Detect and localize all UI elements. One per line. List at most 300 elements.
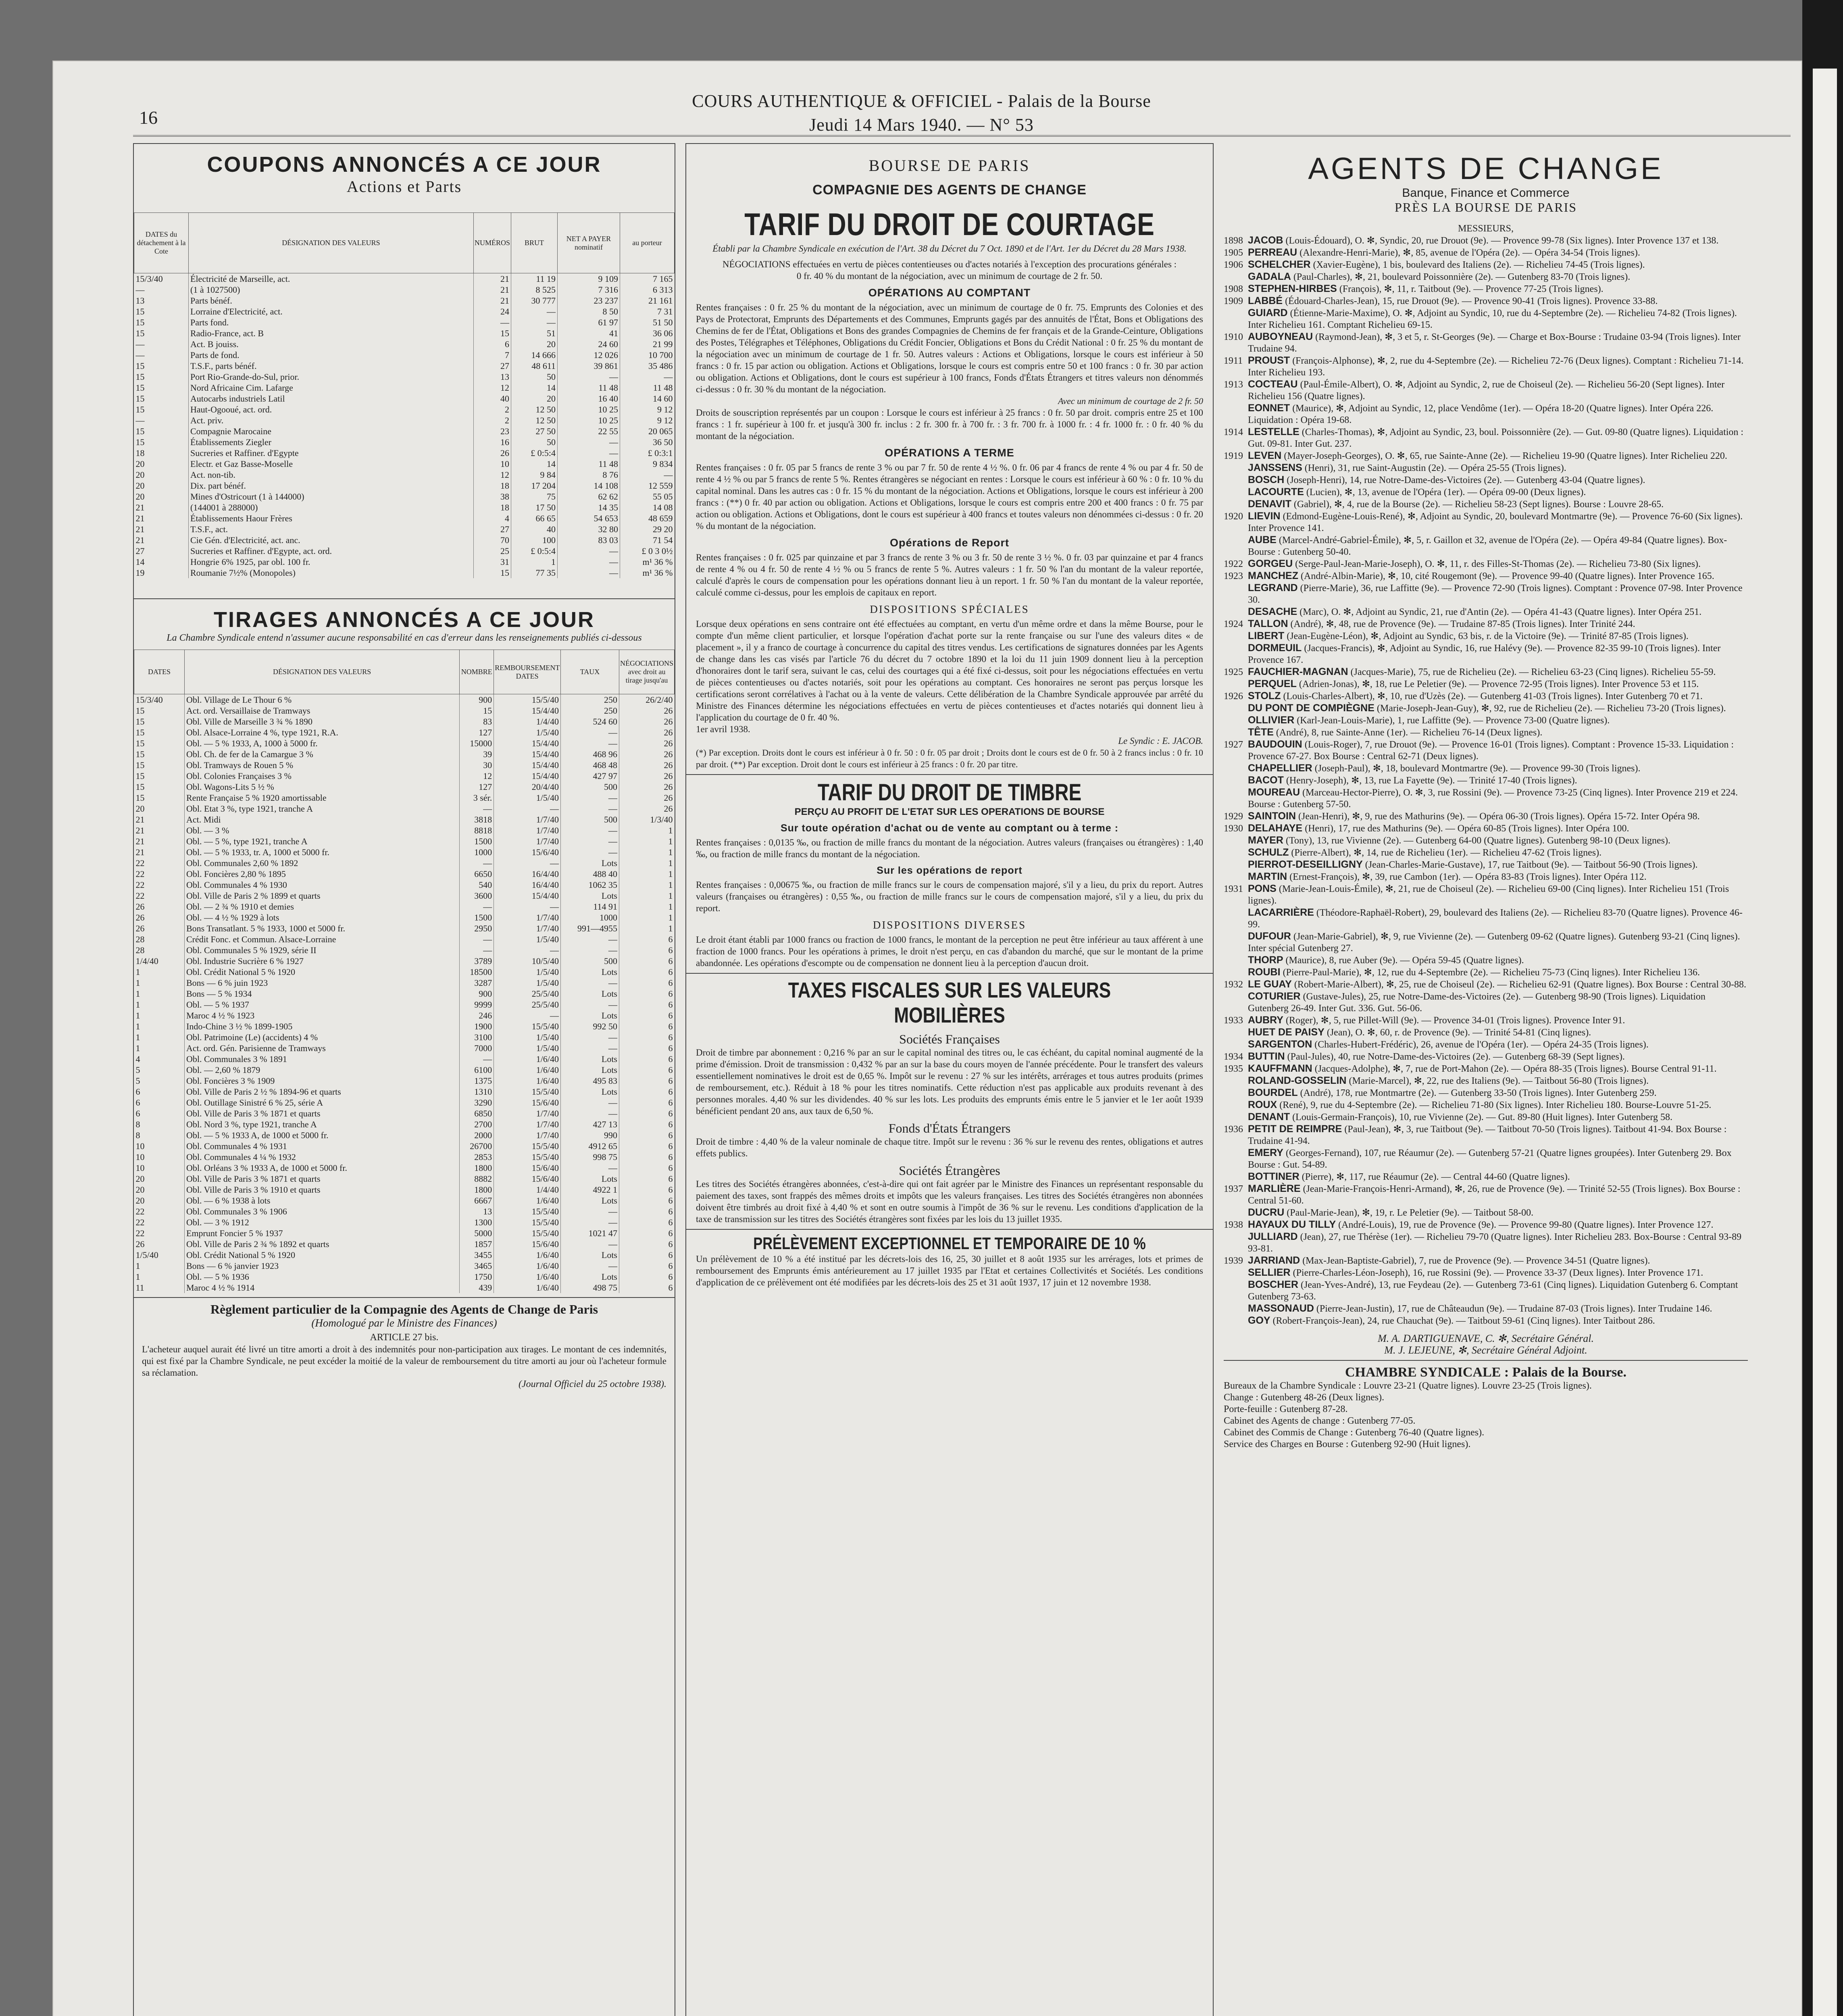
coupon-row-cell: 9 12: [620, 404, 675, 415]
column-tarifs: [685, 143, 1214, 2016]
agent-details: (Pierre-Paul-Marie), ✻, 12, rue du 4-Septembre (2e). — Richelieu 75-73 (Cinq lignes). Inter Richelieu 136.: [1283, 967, 1700, 978]
tirage-row-cell: 1310: [460, 1086, 494, 1097]
coupon-row-cell: —: [135, 415, 145, 425]
coupon-row-cell: 50: [511, 437, 558, 448]
tirage-row-cell: Obl. Outillage Sinistré 6 % 25, série A: [185, 1097, 460, 1108]
disp-title: DISPOSITIONS SPÉCIALES: [870, 603, 1029, 615]
tirage-row-cell: —: [561, 1043, 619, 1054]
coupon-row-cell: Parts de fond.: [189, 350, 474, 360]
coupon-row-cell: 20: [135, 481, 145, 491]
agent-name: BOTTINER: [1248, 1171, 1299, 1182]
tirage-row-cell: 1: [619, 890, 675, 901]
agent-details: (Jacques-Adolphe), ✻, 7, rue de Port-Mahon (2e). — Opéra 88-35 (Trois lignes). Bourse Central 91-11.: [1314, 1064, 1717, 1074]
agent-details: (Marie-Joseph-Jean-Guy), ✻, 92, rue de Richelieu (2e). — Richelieu 73-20 (Trois lignes).: [1377, 703, 1726, 714]
tirage-row: [134, 999, 675, 1010]
coupon-row-cell: 1: [511, 556, 558, 567]
tirage-row-cell: Obl. Wagons-Lits 5 ½ %: [185, 781, 460, 792]
coupon-row-cell: £ 0 3 0½: [620, 546, 675, 556]
tirage-row-cell: Lots: [561, 1250, 619, 1260]
tirage-row-cell: 15: [135, 771, 145, 781]
agent-name: LIEVIN: [1248, 510, 1281, 522]
coupon-row: [134, 458, 675, 469]
report-text: Rentes françaises : 0 fr. 025 par quinzaine et par 3 francs de rente 3 % ou 3 fr. 50 de rente 3 ½ %. 0 fr. 03 par quinzaine et par 4 francs de rente 4 % ou 4 fr. 50 de rente 4 ½ % ou 5 francs de rente 5 %. Autres valeurs : 1 fr. 50 % l'an du montant de la valeur reportée, calculé d'après le cours de compensation pour les opérations donnant lieu à un report. 1 fr. 50 % l'an du montant de la valeur reportée, calculé comme ci-dessus, pour les emplois de capitaux en report.: [696, 552, 1203, 598]
coupon-row-cell: —: [558, 371, 620, 382]
timbre-text1: Rentes françaises : 0,0135 ‰, ou fraction de mille francs du montant de la négociation. Autres valeurs (françaises ou étrangères) : 1,40 ‰, ou fraction de mille francs du montant de la négociation.: [696, 837, 1203, 859]
tirages-col-designation: DÉSIGNATION DES VALEURS: [185, 650, 460, 694]
agent-entry: [1224, 474, 1748, 486]
agent-year: 1930: [1224, 823, 1243, 834]
agent-name: DENANT: [1248, 1111, 1290, 1123]
tirage-row-cell: 495 83: [561, 1075, 619, 1086]
agent-name: MARTIN: [1248, 871, 1287, 882]
tirage-row-cell: 26: [619, 738, 675, 749]
tirage-row-cell: Lots: [561, 1064, 619, 1075]
tirage-row-cell: 21: [135, 847, 145, 857]
tirage-row-cell: Act. ord. Versaillaise de Tramways: [185, 705, 460, 716]
coupon-row-cell: 31: [473, 556, 511, 567]
agent-details: (Ernest-François), ✻, 39, rue Cambon (1er). — Opéra 83-83 (Trois lignes). Inter Opéra 112.: [1289, 872, 1647, 882]
tirage-row-cell: 26: [619, 727, 675, 738]
tirage-row-cell: 1/7/40: [494, 1130, 561, 1141]
coupon-row-cell: 71 54: [620, 535, 675, 546]
compagnie-label: COMPAGNIE DES AGENTS DE CHANGE: [812, 182, 1087, 198]
coupon-row: [134, 546, 675, 556]
coupon-row-cell: 66 65: [511, 513, 558, 524]
coupon-row-cell: —: [558, 448, 620, 458]
tirage-row-cell: 1: [135, 1010, 140, 1020]
tirage-row-cell: 6: [619, 1119, 675, 1130]
tirages-col-negociations: NÉGOCIATIONS avec droit au tirage jusqu'au: [619, 650, 675, 694]
tirage-row-cell: 127: [460, 727, 494, 738]
coupon-row-cell: 100: [511, 535, 558, 546]
coupon-row-cell: T.S.F., act.: [189, 524, 474, 535]
agent-name: ROLAND-GOSSELIN: [1248, 1075, 1347, 1086]
agent-name: STEPHEN-HIRBES: [1248, 283, 1337, 294]
tirage-row-cell: 1: [135, 967, 140, 977]
tirage-row-cell: 6667: [460, 1195, 494, 1206]
tirage-row-cell: 15/3/40: [135, 695, 163, 705]
tirage-row-cell: 6: [619, 1108, 675, 1119]
agent-entry: [1224, 618, 1748, 630]
tirage-row-cell: Obl. — 3 %: [185, 825, 460, 836]
coupon-row-cell: 20 065: [620, 426, 675, 437]
tarif-negociations: NÉGOCIATIONS effectuées en vertu de pièces contentieuses ou d'actes notariés à l'exception des procurations générales :: [722, 259, 1177, 269]
coupon-row-cell: m¹ 36 %: [620, 567, 675, 578]
tirage-row-cell: 15000: [460, 738, 494, 749]
agent-entry: [1224, 883, 1748, 907]
tirage-row-cell: 900: [460, 694, 494, 706]
agent-name: DENAVIT: [1248, 498, 1291, 510]
coupon-row-cell: 11 48: [558, 458, 620, 469]
taxes-etr-text: Les titres des Sociétés étrangères abonnées, c'est-à-dire qui ont fait agréer par le Ministre des Finances un représentant responsable du paiement des taxes, sont frappés des mêmes droits et impôts que les valeurs françaises. Les titres des Sociétés étrangères non abonnées doivent être timbrés au droit fixé à 4,40 % et sont en outre soumis à l'impôt de 36 % sur le revenu. Les conditions d'application de la taxe de transmission sur les titres des Sociétés étrangères sont fixées par les lois du 13 juillet 1935.: [696, 1179, 1203, 1224]
agent-entry: [1224, 606, 1748, 618]
coupon-row-cell: 15: [473, 328, 511, 339]
agents-subtitle2: PRÈS LA BOURSE DE PARIS: [1394, 200, 1577, 215]
agent-details: (Étienne-Marie-Maxime), O. ✻, Adjoint au Syndic, 10, rue du 4-Septembre (2e). — Richelieu 74-82 (Trois lignes). Inter Richelieu 161. Comptant Richelieu 69-15.: [1248, 308, 1737, 330]
tirage-row-cell: 6: [619, 1282, 675, 1293]
tirage-row-cell: —: [561, 847, 619, 858]
coupon-row-cell: 77 35: [511, 567, 558, 578]
tirage-row: [134, 1119, 675, 1130]
coupon-row-cell: (1 à 1027500): [189, 284, 474, 295]
agent-entry: [1224, 1075, 1748, 1087]
tirage-row-cell: —: [494, 945, 561, 956]
tirage-row-cell: 6: [619, 934, 675, 945]
tirage-row-cell: 8: [135, 1130, 140, 1140]
coupon-row-cell: 10 25: [558, 404, 620, 415]
agent-year: 1935: [1224, 1064, 1243, 1074]
tirage-row-cell: 1/5/40: [494, 1043, 561, 1054]
coupon-row: [134, 437, 675, 448]
tirage-row: [134, 847, 675, 858]
tirage-row: [134, 825, 675, 836]
taxes-separator: [686, 1229, 1213, 1230]
tirages-title: TIRAGES ANNONCÉS A CE JOUR: [213, 608, 595, 632]
coupon-row-cell: (144001 à 288000): [189, 502, 474, 513]
agent-name: TALLON: [1248, 618, 1288, 629]
agent-entry: [1224, 235, 1748, 247]
agent-entry: [1224, 486, 1748, 498]
tarif-notes: (*) Par exception. Droits dont le cours est inférieur à 0 fr. 50 : 0 fr. 05 par droit ; Droits dont le cours est de 0 fr. 50 à 2 francs inclus : 0 fr. 10 par droit. (**) Par exception. Droit dont le cours est inférieur à 25 francs : 0 fr. 20 par titre.: [696, 748, 1203, 769]
tirage-row: [134, 956, 675, 966]
agent-entry: [1224, 1099, 1748, 1111]
tirage-row-cell: 3100: [460, 1032, 494, 1043]
tirage-row-cell: 1/7/40: [494, 825, 561, 836]
tirage-row-cell: 15/6/40: [494, 1239, 561, 1250]
tirage-row-cell: 1/6/40: [494, 1064, 561, 1075]
taxes-etat-title: Fonds d'États Étrangers: [888, 1121, 1011, 1135]
agent-entry: [1224, 702, 1748, 714]
coupon-row-cell: 15: [135, 394, 145, 404]
agent-details: (François), ✻, 11, r. Taitbout (9e). — Provence 77-25 (Trois lignes).: [1339, 284, 1604, 294]
coupon-row-cell: Act. B jouiss.: [189, 339, 474, 350]
coupon-row-cell: 21: [473, 284, 511, 295]
tirage-row-cell: Obl. Tramways de Rouen 5 %: [185, 760, 460, 771]
tirage-row-cell: 524 60: [561, 716, 619, 727]
coupon-row-cell: 14: [511, 382, 558, 393]
next-page-edge: [1813, 69, 1837, 2016]
coupon-row-cell: 11 19: [511, 273, 558, 285]
agent-details: (Henri), 17, rue des Mathurins (9e). — Opéra 60-85 (Trois lignes). Inter Opéra 100.: [1305, 823, 1629, 834]
tirage-row-cell: 6: [619, 1271, 675, 1282]
tirage-row: [134, 771, 675, 781]
agent-name: GORGEU: [1248, 558, 1293, 569]
agent-name: ROUX: [1248, 1099, 1277, 1110]
tirage-row: [134, 868, 675, 879]
tirage-row-cell: 1: [135, 1272, 140, 1282]
coupon-row-cell: 13: [135, 296, 145, 306]
coupon-row-cell: 6: [473, 339, 511, 350]
tirage-row-cell: 15: [135, 793, 145, 803]
agent-name: BACOT: [1248, 775, 1284, 786]
tirage-row-cell: 8818: [460, 825, 494, 836]
coupon-row: [134, 524, 675, 535]
coupon-row-cell: 23: [473, 426, 511, 437]
agent-entry: [1224, 570, 1748, 582]
coupon-row-cell: 70: [473, 535, 511, 546]
coupon-row-cell: 7 165: [620, 273, 675, 285]
tirages-col-rembt-dates: REMBOURSEMENT DATES: [494, 650, 561, 694]
coupons-table: [134, 212, 675, 578]
tirage-row-cell: 21: [135, 836, 145, 846]
coupon-row-cell: —: [511, 317, 558, 328]
agent-year: 1932: [1224, 979, 1243, 990]
agent-details: (Marcel-André-Gabriel-Émile), ✻, 5, r. Gaillon et 32, avenue de l'Opéra (2e). — Opéra 49-84 (Quatre lignes). Box-Bourse : Gutenberg 50-40.: [1248, 535, 1727, 557]
coupon-row-cell: Établissements Ziegler: [189, 437, 474, 448]
tirage-row: [134, 1086, 675, 1097]
agent-name: BOSCH: [1248, 474, 1285, 485]
agent-name: LABBÉ: [1248, 295, 1283, 306]
tirage-row-cell: Obl. Crédit National 5 % 1920: [185, 1250, 460, 1260]
coupon-row-cell: 15/3/40: [135, 274, 163, 284]
tirage-row-cell: 11: [135, 1283, 144, 1293]
tirage-row-cell: 15/5/40: [494, 694, 561, 706]
agent-details: (Charles-Hubert-Frédéric), 26, avenue de l'Opéra (1er). — Opéra 24-35 (Trois lignes).: [1314, 1039, 1649, 1050]
tirage-row-cell: 26: [135, 912, 145, 923]
agent-name: DU PONT DE COMPIÈGNE: [1248, 702, 1374, 714]
agent-details: (Lucien), ✻, 13, avenue de l'Opéra (1er). — Opéra 09-00 (Deux lignes).: [1306, 487, 1586, 498]
agent-name: BOURDEL: [1248, 1087, 1298, 1098]
tirage-row-cell: 21: [135, 825, 145, 835]
tirage-row: [134, 694, 675, 706]
agent-name: AUBE: [1248, 534, 1277, 546]
tirage-row-cell: 6: [135, 1087, 140, 1097]
tirage-row-cell: 9999: [460, 999, 494, 1010]
timbre-title: TARIF DU DROIT DE TIMBRE: [817, 779, 1082, 806]
tirage-row-cell: 6: [619, 956, 675, 966]
coupon-row-cell: 62 62: [558, 491, 620, 502]
coupons-col-brut: BRUT: [511, 213, 558, 273]
coupon-row-cell: 21: [135, 502, 145, 512]
agent-entry: [1224, 871, 1748, 883]
agent-entry: [1224, 355, 1748, 379]
tirage-row-cell: 22: [135, 858, 145, 868]
tirage-row-cell: Lots: [561, 966, 619, 977]
agent-details: (Maurice), ✻, Adjoint au Syndic, 12, place Vendôme (1er). — Opéra 18-20 (Quatre lignes). Inter Opéra 226. Liquidation : Opéra 19-68.: [1248, 403, 1714, 425]
agents-messieurs: MESSIEURS,: [1458, 223, 1514, 234]
coupon-row-cell: 18: [135, 448, 145, 458]
tirage-row-cell: 998 75: [561, 1152, 619, 1162]
agent-year: 1906: [1224, 260, 1243, 270]
tirage-row-cell: Obl. — 2,60 % 1879: [185, 1064, 460, 1075]
agent-entry: [1224, 1267, 1748, 1279]
coupon-row: [134, 567, 675, 578]
agent-details: (Jean-Henri), ✻, 9, rue des Mathurins (9e). — Opéra 06-30 (Trois lignes). Opéra 15-72. Inter Opéra 98.: [1298, 811, 1700, 822]
agent-details: (Gabriel), ✻, 4, rue de la Bourse (2e). — Richelieu 58-23 (Sept lignes). Bourse : Louvre 28-65.: [1293, 499, 1664, 510]
agent-details: (Louis-Roger), 7, rue Drouot (9e). — Provence 16-01 (Trois lignes). Comptant : Provence 15-33. Liquidation : Provence 67-27. Box Bourse : Central 62-71 (Deux lignes).: [1248, 739, 1734, 762]
tirage-row-cell: Obl. Village de Le Thour 6 %: [185, 694, 460, 706]
terme-text: Rentes françaises : 0 fr. 05 par 5 francs de rente 3 % ou par 7 fr. 50 de rente 4 ½ %. 0 fr. 06 par 4 francs de rente 4 % ou par 4 fr. 50 de rente 4 ½ % ou par 5 francs de rente 5 %. Rentes étrangères se négociant en rentes : Lorsque le cours est inférieur à 60 % : 0 fr. 10 % du capital nominal. Dans les autres cas : 0 fr. 15 % du montant de la négociation. Actions et Obligations, lorsque le cours est inférieur à 200 francs : (**) 0 fr. 40 par action ou obligation. Actions et Obligations, lorsque le cours est compris entre 200 et 400 francs : 0 fr. 75 par action ou obligation. Actions et Obligations, dont le cours est supérieur à 400 francs et toutes valeurs non dénommées ci-dessus : 0 fr. 20 % du montant de la négociation.: [696, 462, 1203, 531]
tirage-row-cell: 1: [135, 1021, 140, 1031]
tirage-row-cell: Obl. — 2 ¾ % 1910 et demies: [185, 901, 460, 912]
tirage-row-cell: Obl. Ville de Paris 2 ½ % 1894-96 et quarts: [185, 1086, 460, 1097]
tirage-row-cell: 900: [460, 988, 494, 999]
tirage-row-cell: 1062 35: [561, 879, 619, 890]
agent-entry: [1224, 1063, 1748, 1075]
tirage-row-cell: 20: [135, 1185, 145, 1195]
agent-entry: [1224, 295, 1748, 307]
tirage-row-cell: 22: [135, 1206, 145, 1216]
coupon-row-cell: Compagnie Marocaine: [189, 426, 474, 437]
agent-name: KAUFFMANN: [1248, 1063, 1312, 1074]
reglement-title: Règlement particulier de la Compagnie des Agents de Change de Paris: [210, 1302, 598, 1316]
timbre-sec1: Sur toute opération d'achat ou de vente au comptant ou à terme :: [780, 823, 1119, 834]
coupon-row-cell: 54 653: [558, 513, 620, 524]
agent-name: JACOB: [1248, 235, 1283, 246]
tirage-row: [134, 858, 675, 868]
tirage-row-cell: 8882: [460, 1173, 494, 1184]
tirage-row-cell: —: [561, 934, 619, 945]
tirage-row: [134, 988, 675, 999]
tirage-row: [134, 1097, 675, 1108]
agent-details: (André), 178, rue Montmartre (2e). — Gutenberg 33-50 (Trois lignes). Inter Gutenberg 259.: [1300, 1088, 1657, 1098]
tirage-row: [134, 1064, 675, 1075]
agent-name: EMERY: [1248, 1147, 1283, 1158]
agent-entry: [1224, 859, 1748, 871]
agent-name: PERQUEL: [1248, 678, 1297, 689]
minimum-note: Avec un minimum de courtage de 2 fr. 50: [1058, 396, 1203, 406]
agent-year: 1924: [1224, 619, 1243, 629]
tirages-col-taux: TAUX: [561, 650, 619, 694]
agent-entry: [1224, 642, 1748, 666]
agent-entry: [1224, 1207, 1748, 1219]
coupon-row-cell: Electr. et Gaz Basse-Moselle: [189, 458, 474, 469]
chambre-line: Cabinet des Commis de Change : Gutenberg 76-40 (Quatre lignes).: [1224, 1427, 1485, 1438]
tirage-row-cell: 16/4/40: [494, 879, 561, 890]
tirage-row-cell: 1/5/40: [135, 1250, 158, 1260]
agents-subtitle1: Banque, Finance et Commerce: [1402, 186, 1570, 200]
tirage-row-cell: 500: [561, 814, 619, 825]
coupon-row: [134, 502, 675, 513]
tirage-row-cell: 1021 47: [561, 1228, 619, 1239]
agent-name: FAUCHIER-MAGNAN: [1248, 666, 1348, 677]
tirage-row: [134, 1206, 675, 1217]
tirage-row-cell: Act. ord. Gén. Parisienne de Tramways: [185, 1043, 460, 1054]
tirage-row-cell: Obl. — 5 % 1933 A, de 1000 et 5000 fr.: [185, 1130, 460, 1141]
agent-name: CHAPELLIER: [1248, 762, 1312, 774]
tirage-row-cell: 15/4/40: [494, 738, 561, 749]
agent-entry: [1224, 534, 1748, 558]
tirage-row: [134, 1010, 675, 1021]
tirage-row-cell: 992 50: [561, 1021, 619, 1032]
agent-entry: [1224, 1111, 1748, 1123]
tirage-row: [134, 760, 675, 771]
coupon-row-cell: 36 06: [620, 328, 675, 339]
agent-entry: [1224, 1279, 1748, 1303]
coupon-row-cell: Établissements Haour Frères: [189, 513, 474, 524]
tirage-row-cell: 15: [135, 782, 145, 792]
tirage-row-cell: Obl. Communales 4 % 1930: [185, 879, 460, 890]
agent-entry: [1224, 762, 1748, 775]
tirage-row-cell: Obl. — 5 % 1937: [185, 999, 460, 1010]
timbre-text2: Rentes françaises : 0,00675 ‰, ou fraction de mille francs sur le cours de compensation majoré, s'il y a lieu, du prix du report. Autres valeurs (françaises ou étrangères) : 0,55 ‰, ou fraction de mille francs sur le cours de compensation majoré, s'il y a lieu, du prix du report.: [696, 880, 1203, 913]
tirage-row-cell: —: [561, 1217, 619, 1228]
agent-details: (Henri), 31, rue Saint-Augustin (2e). — Opéra 25-55 (Trois lignes).: [1304, 463, 1566, 473]
agent-entry: [1224, 1315, 1748, 1327]
tirage-row-cell: —: [561, 1097, 619, 1108]
tirage-row-cell: 3465: [460, 1260, 494, 1271]
disp-date: 1er avril 1938.: [696, 724, 750, 734]
tirage-row-cell: 6650: [460, 868, 494, 879]
tirage-row-cell: 30: [460, 760, 494, 771]
tirage-row-cell: 3818: [460, 814, 494, 825]
coupon-row-cell: 14: [511, 458, 558, 469]
agent-entry: [1224, 1039, 1748, 1051]
agent-name: LE GUAY: [1248, 979, 1292, 990]
coupon-row-cell: Roumanie 7½% (Monopoles): [189, 567, 474, 578]
tirage-row-cell: 15/5/40: [494, 1206, 561, 1217]
tirage-row-cell: Obl. — 5 % 1933, tr. A, 1000 et 5000 fr.: [185, 847, 460, 858]
tirage-row-cell: 1/7/40: [494, 836, 561, 847]
agent-details: (Jacques-Marie), 75, rue de Richelieu (2e). — Richelieu 63-23 (Cinq lignes). Richelieu 55-59.: [1350, 667, 1716, 677]
coupon-row: [134, 328, 675, 339]
tirage-row-cell: 427 13: [561, 1119, 619, 1130]
agent-name: LEVEN: [1248, 450, 1282, 461]
tirage-row-cell: 1/5/40: [494, 934, 561, 945]
agent-year: 1908: [1224, 284, 1243, 294]
tirage-row-cell: 15/4/40: [494, 890, 561, 901]
courtage-separator: [686, 774, 1213, 775]
tirage-row-cell: 10: [135, 1152, 145, 1162]
agent-details: (Paul-Charles), ✻, 21, boulevard Poissonnière (2e). — Gutenberg 83-70 (Trois lignes).: [1293, 272, 1631, 282]
coupon-row: [134, 284, 675, 295]
coupon-row-cell: 16: [473, 437, 511, 448]
coupon-row-cell: 6 313: [620, 284, 675, 295]
agent-entry: [1224, 966, 1748, 979]
timbre-sec2: Sur les opérations de report: [877, 865, 1023, 876]
tirage-row-cell: —: [561, 977, 619, 988]
coupon-row-cell: 15: [473, 567, 511, 578]
coupon-row-cell: 20: [135, 470, 145, 480]
coupon-row-cell: 15: [135, 328, 145, 338]
tirage-row-cell: Maroc 4 ½ % 1923: [185, 1010, 460, 1021]
coupon-row-cell: Act. priv.: [189, 415, 474, 426]
coupon-row-cell: 40: [511, 524, 558, 535]
agent-name: OLLIVIER: [1248, 714, 1295, 726]
coupon-row-cell: 14 35: [558, 502, 620, 513]
tirage-row-cell: 1/5/40: [494, 966, 561, 977]
coupon-row-cell: £ 0:5:4: [511, 448, 558, 458]
coupon-row: [134, 360, 675, 371]
coupon-row-cell: 83 03: [558, 535, 620, 546]
coupon-row-cell: 27: [473, 524, 511, 535]
agents-list: [1224, 235, 1748, 1327]
coupon-row: [134, 393, 675, 404]
tirage-row: [134, 727, 675, 738]
coupon-row-cell: —: [135, 350, 145, 360]
agent-details: (Paul-Marie-Jean), ✻, 19, r. Le Peletier (9e). — Taitbout 58-00.: [1287, 1208, 1534, 1218]
tirage-row-cell: 15/5/40: [494, 1141, 561, 1152]
tirage-row-cell: 500: [561, 781, 619, 792]
coupon-row-cell: 17 204: [511, 480, 558, 491]
coupon-row-cell: —: [620, 469, 675, 480]
tirage-row-cell: 6: [619, 1086, 675, 1097]
coupon-row-cell: 14 08: [620, 502, 675, 513]
coupon-row-cell: —: [558, 546, 620, 556]
agent-entry: [1224, 259, 1748, 271]
timbre-subtitle: PERÇU AU PROFIT DE L'ETAT SUR LES OPERATIONS DE BOURSE: [794, 806, 1105, 817]
coupon-row: [134, 382, 675, 393]
agent-year: 1898: [1224, 235, 1243, 246]
agent-details: (Paul-Émile-Albert), O. ✻, Adjoint au Syndic, 2, rue de Choiseul (2e). — Richelieu 56-20 (Sept lignes). Inter Richelieu 156 (Quatre lignes).: [1248, 379, 1725, 402]
tirage-row-cell: 10/5/40: [494, 956, 561, 966]
tirage-row-cell: 6: [619, 945, 675, 956]
tirage-row: [134, 1250, 675, 1260]
agent-entry: [1224, 1303, 1748, 1315]
tirage-row-cell: Lots: [561, 858, 619, 868]
coupon-row-cell: 36 50: [620, 437, 675, 448]
coupon-row-cell: 35 486: [620, 360, 675, 371]
